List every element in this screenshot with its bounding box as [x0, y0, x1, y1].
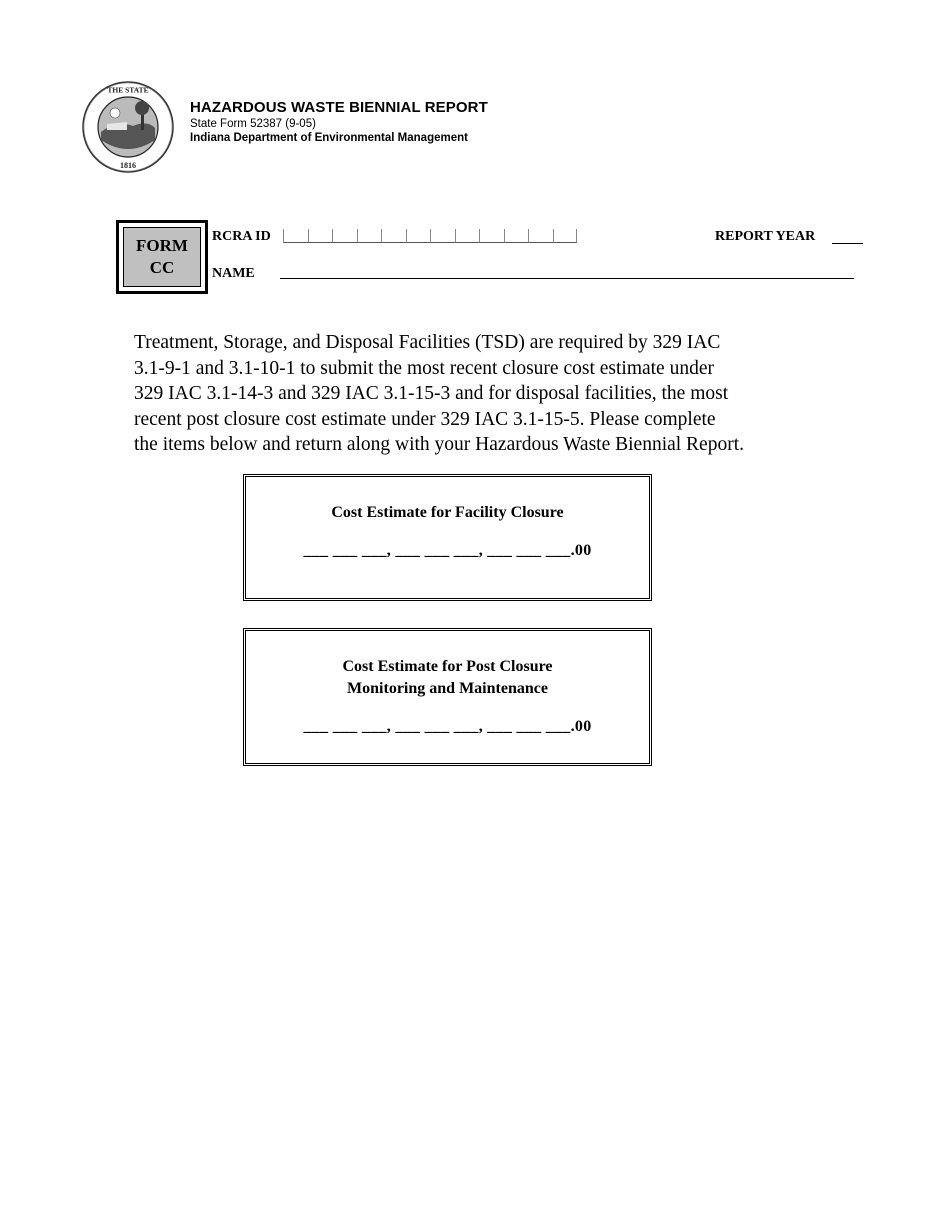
- rcra-id-cell[interactable]: [332, 229, 357, 243]
- report-header: [190, 99, 488, 145]
- name-label: NAME: [212, 266, 255, 281]
- form-id-box: [116, 220, 208, 294]
- rcra-id-cell[interactable]: [430, 229, 455, 243]
- rcra-id-cell[interactable]: [283, 229, 308, 243]
- instructions-line: 3.1-9-1 and 3.1-10-1 to submit the most recent closure cost estimate under: [134, 357, 714, 379]
- instructions-line: 329 IAC 3.1-14-3 and 329 IAC 3.1-15-3 and for disposal facilities, the most: [134, 383, 729, 404]
- instructions-line: recent post closure cost estimate under 329 IAC 3.1-15-5. Please complete: [134, 408, 716, 430]
- svg-text:1816: 1816: [120, 161, 136, 170]
- post-closure-title: Cost Estimate for Post Closure: [342, 658, 553, 675]
- instructions-line: the items below and return along with your Hazardous Waste Biennial Report.: [134, 434, 745, 455]
- form-id-line2: CC: [149, 258, 175, 277]
- rcra-id-cell[interactable]: [504, 229, 529, 243]
- svg-text:THE STATE: THE STATE: [107, 85, 149, 95]
- name-field[interactable]: [280, 278, 854, 279]
- rcra-id-cell[interactable]: [528, 229, 553, 243]
- agency-name: Indiana Department of Environmental Management: [190, 132, 468, 144]
- rcra-id-label: RCRA ID: [212, 229, 271, 244]
- rcra-id-cell[interactable]: [308, 229, 333, 243]
- facility-closure-cost-box: [243, 474, 652, 601]
- form-id-line1: FORM: [136, 236, 188, 255]
- state-seal-icon: [81, 80, 175, 174]
- rcra-id-cell[interactable]: [479, 229, 504, 243]
- post-closure-cost-box: [243, 628, 652, 766]
- rcra-id-cell[interactable]: [553, 229, 578, 243]
- instructions-line: Treatment, Storage, and Disposal Facilities (TSD) are required by 329 IAC: [134, 332, 721, 353]
- instructions-paragraph: [134, 330, 834, 458]
- facility-closure-amount-field[interactable]: ___ ___ ___, ___ ___ ___, ___ ___ ___.00: [303, 542, 592, 559]
- rcra-id-field[interactable]: [283, 229, 577, 245]
- facility-closure-title: Cost Estimate for Facility Closure: [331, 504, 564, 521]
- rcra-id-cell[interactable]: [381, 229, 406, 243]
- post-closure-title-line2: Monitoring and Maintenance: [347, 680, 548, 697]
- report-year-label: REPORT YEAR: [715, 229, 816, 244]
- report-title: HAZARDOUS WASTE BIENNIAL REPORT: [190, 99, 488, 116]
- rcra-id-cell[interactable]: [455, 229, 480, 243]
- rcra-id-cell[interactable]: [406, 229, 431, 243]
- report-year-field[interactable]: [832, 243, 863, 244]
- rcra-id-cell[interactable]: [357, 229, 382, 243]
- post-closure-amount-field[interactable]: ___ ___ ___, ___ ___ ___, ___ ___ ___.00: [303, 718, 592, 735]
- form-number: State Form 52387 (9-05): [190, 118, 316, 130]
